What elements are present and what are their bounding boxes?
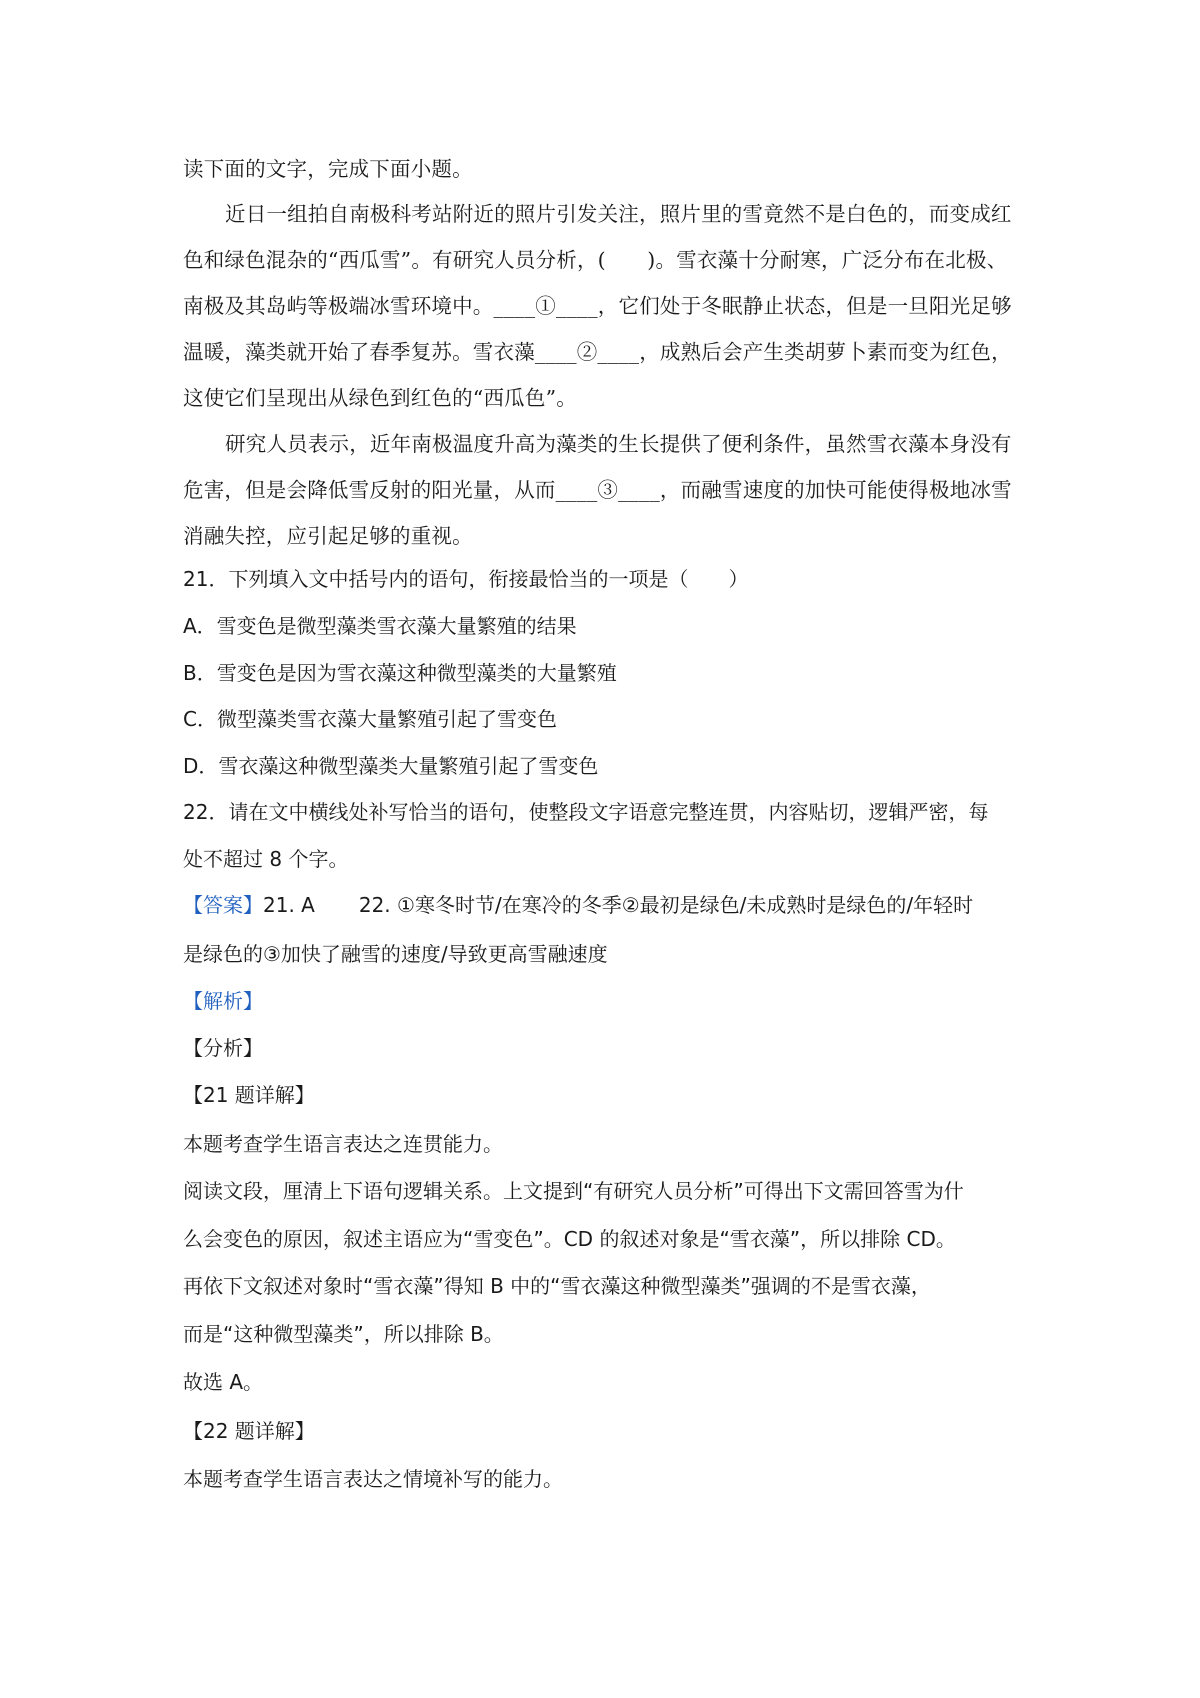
passage-line: 危害，但是会降低雪反射的阳光量，从而____③____，而融雪速度的加快可能使得极地冰雪 bbox=[183, 478, 1012, 502]
answer-line-cont: 是绿色的③加快了融雪的速度/导致更高雪融速度 bbox=[183, 942, 608, 966]
explanation-line: 本题考查学生语言表达之连贯能力。 bbox=[183, 1132, 503, 1156]
option-d: D．雪衣藻这种微型藻类大量繁殖引起了雪变色 bbox=[183, 754, 599, 778]
answer-line bbox=[183, 891, 1023, 919]
q22-detail-heading: 【22 题详解】 bbox=[183, 1419, 315, 1443]
passage-line: 南极及其岛屿等极端冰雪环境中。____①____，它们处于冬眠静止状态，但是一旦阳光足够 bbox=[183, 294, 1012, 318]
answer-22: 22. ①寒冬时节/在寒冷的冬季②最初是绿色/未成熟时是绿色的/年轻时 bbox=[358, 893, 974, 917]
explanation-line: 阅读文段，厘清上下语句逻辑关系。上文提到“有研究人员分析”可得出下文需回答雪为什 bbox=[183, 1179, 964, 1203]
analysis-tag: 【解析】 bbox=[183, 989, 263, 1013]
question-22: 22．请在文中横线处补写恰当的语句，使整段文字语意完整连贯，内容贴切，逻辑严密，每 bbox=[183, 800, 989, 824]
answer-21: 21. A bbox=[263, 893, 315, 917]
passage-line: 色和绿色混杂的“西瓜雪”。有研究人员分析，( )。雪衣藻十分耐寒，广泛分布在北极、 bbox=[183, 248, 1008, 272]
question-21: 21．下列填入文中括号内的语句，衔接最恰当的一项是（ ） bbox=[183, 567, 749, 591]
passage-line: 这使它们呈现出从绿色到红色的“西瓜色”。 bbox=[183, 386, 577, 410]
option-c: C．微型藻类雪衣藻大量繁殖引起了雪变色 bbox=[183, 707, 557, 731]
explanation-line: 而是“这种微型藻类”，所以排除 B。 bbox=[183, 1322, 504, 1346]
explanation-line: 再依下文叙述对象时“雪衣藻”得知 B 中的“雪衣藻这种微型藻类”强调的不是雪衣藻， bbox=[183, 1274, 931, 1298]
question-22-cont: 处不超过 8 个字。 bbox=[183, 847, 349, 871]
explanation-line: 么会变色的原因，叙述主语应为“雪变色”。CD 的叙述对象是“雪衣藻”，所以排除 CD。 bbox=[183, 1227, 956, 1251]
answer-tag: 【答案】 bbox=[183, 893, 263, 917]
passage-line: 近日一组拍自南极科考站附近的照片引发关注，照片里的雪竟然不是白色的，而变成红 bbox=[225, 202, 1012, 226]
option-b: B．雪变色是因为雪衣藻这种微型藻类的大量繁殖 bbox=[183, 661, 617, 685]
q21-detail-heading: 【21 题详解】 bbox=[183, 1083, 315, 1107]
reading-instruction: 读下面的文字，完成下面小题。 bbox=[183, 157, 473, 181]
option-a: A．雪变色是微型藻类雪衣藻大量繁殖的结果 bbox=[183, 614, 577, 638]
passage-line: 温暖，藻类就开始了春季复苏。雪衣藻____②____，成熟后会产生类胡萝卜素而变为红色， bbox=[183, 340, 1012, 364]
explanation-line: 本题考查学生语言表达之情境补写的能力。 bbox=[183, 1467, 563, 1491]
passage-line: 研究人员表示，近年南极温度升高为藻类的生长提供了便利条件，虽然雪衣藻本身没有 bbox=[225, 432, 1012, 456]
passage-line: 消融失控，应引起足够的重视。 bbox=[183, 524, 473, 548]
explanation-line: 故选 A。 bbox=[183, 1370, 264, 1394]
fenxi-heading: 【分析】 bbox=[183, 1036, 263, 1060]
